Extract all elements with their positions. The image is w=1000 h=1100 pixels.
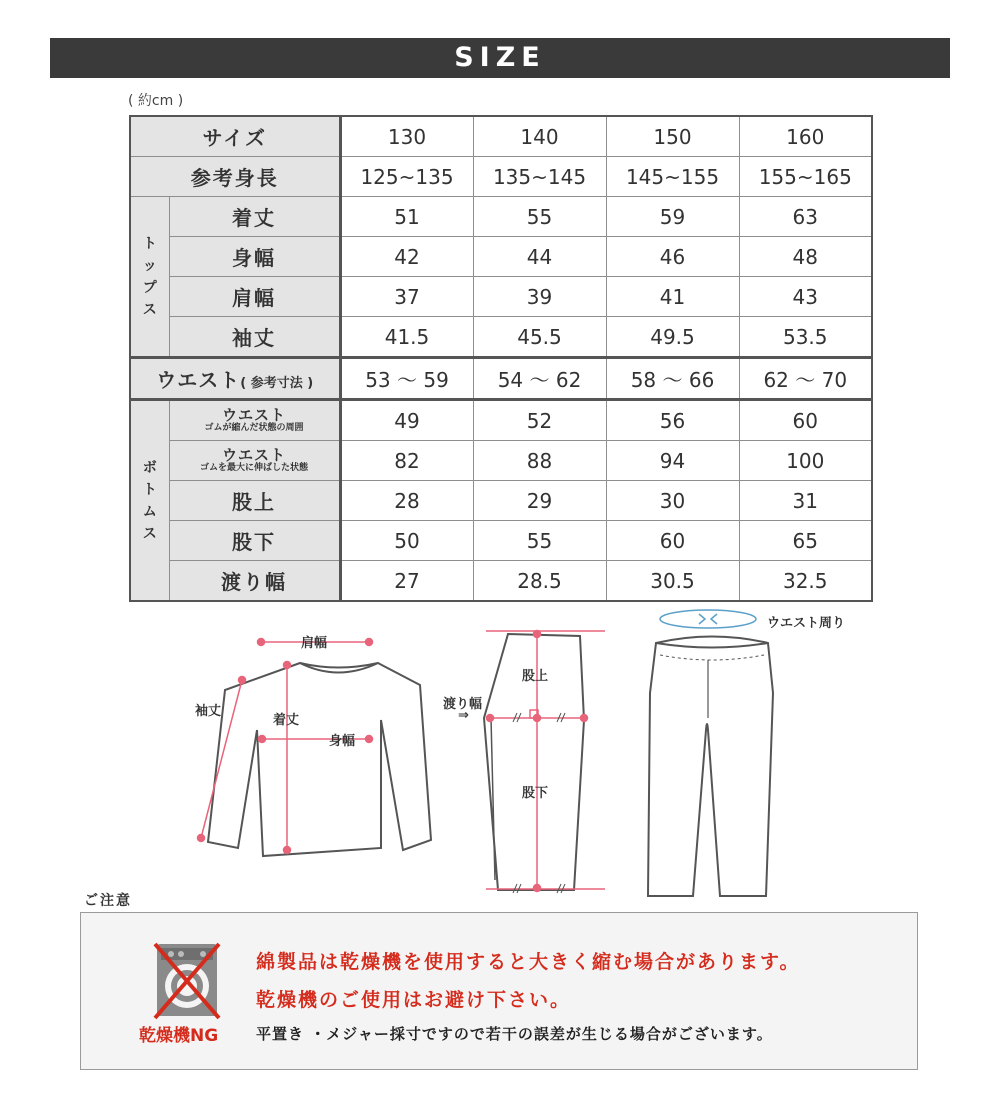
- size-value: 160: [739, 116, 872, 157]
- cell: 55: [473, 197, 606, 237]
- cell: 65: [739, 521, 872, 561]
- size-value: 150: [606, 116, 739, 157]
- height-value: 155~165: [739, 157, 872, 197]
- row-label: 股下: [169, 521, 340, 561]
- table-row: [130, 481, 872, 521]
- table-row: [130, 400, 872, 441]
- size-table: [129, 115, 873, 602]
- page-title: SIZE: [50, 38, 950, 78]
- row-label: 肩幅: [169, 277, 340, 317]
- table-row: [130, 521, 872, 561]
- notice-line-1: 綿製品は乾燥機を使用すると大きく縮む場合があります。: [256, 951, 801, 973]
- cell: 51: [340, 197, 473, 237]
- size-value: 140: [473, 116, 606, 157]
- waist-ref-label: ウエスト: [156, 368, 241, 392]
- cell: 37: [340, 277, 473, 317]
- cell: 53.5: [739, 317, 872, 358]
- dryer-ng-icon: [151, 940, 223, 1020]
- pants-full-illustration: [648, 637, 773, 897]
- cell: 43: [739, 277, 872, 317]
- cell: 59: [606, 197, 739, 237]
- cell: 44: [473, 237, 606, 277]
- cell: 58 〜 66: [606, 358, 739, 400]
- cell: 60: [739, 400, 872, 441]
- table-row: [130, 237, 872, 277]
- row-label-sub: ゴムを最大に伸ばした状態: [199, 463, 308, 473]
- caution-title: ご注意: [84, 893, 132, 909]
- size-header: サイズ: [130, 116, 340, 157]
- unit-note: ( 約cm ): [128, 93, 184, 109]
- cell: 45.5: [473, 317, 606, 358]
- table-row: [130, 561, 872, 602]
- label-thigh: 渡り幅: [443, 697, 483, 712]
- label-inseam: 股下: [522, 786, 549, 801]
- waist-ref-sub: ( 参考寸法 ): [240, 376, 314, 391]
- cell: 41: [606, 277, 739, 317]
- cell: 82: [340, 441, 473, 481]
- label-waist-around: ウエスト周り: [767, 616, 846, 631]
- cell: 46: [606, 237, 739, 277]
- row-label: 股上: [169, 481, 340, 521]
- row-label: 身幅: [169, 237, 340, 277]
- cell: 49: [340, 400, 473, 441]
- table-row: [130, 197, 872, 237]
- row-label-main: ウエスト: [221, 446, 286, 464]
- height-value: 145~155: [606, 157, 739, 197]
- cell: 27: [340, 561, 473, 602]
- row-label-sub: ゴムが縮んだ状態の周囲: [204, 423, 304, 433]
- row-label: 袖丈: [169, 317, 340, 358]
- cell: 41.5: [340, 317, 473, 358]
- cell: 30.5: [606, 561, 739, 602]
- table-row: [130, 441, 872, 481]
- row-label: 着丈: [169, 197, 340, 237]
- size-value: 130: [340, 116, 473, 157]
- cell: 55: [473, 521, 606, 561]
- garment-diagrams: [0, 600, 1000, 900]
- notice-box: [80, 912, 918, 1070]
- cell: 30: [606, 481, 739, 521]
- cell: 52: [473, 400, 606, 441]
- waist-around-indicator: [660, 610, 756, 628]
- height-value: 135~145: [473, 157, 606, 197]
- height-header: 参考身長: [130, 157, 340, 197]
- label-length: 着丈: [273, 713, 300, 728]
- cell: 62 〜 70: [739, 358, 872, 400]
- cell: 32.5: [739, 561, 872, 602]
- cell: 28.5: [473, 561, 606, 602]
- table-row: [130, 358, 872, 400]
- cell: 88: [473, 441, 606, 481]
- cell: 63: [739, 197, 872, 237]
- notice-line-2: 乾燥機のご使用はお避け下さい。: [256, 989, 572, 1011]
- height-value: 125~135: [340, 157, 473, 197]
- cell: 60: [606, 521, 739, 561]
- row-label-main: ウエスト: [221, 406, 286, 424]
- cell: 56: [606, 400, 739, 441]
- notice-line-3: 平置き ・メジャー採寸ですので若干の誤差が生じる場合がございます。: [256, 1025, 773, 1043]
- label-rise: 股上: [522, 669, 549, 684]
- table-row: [130, 277, 872, 317]
- table-row: [130, 317, 872, 358]
- cell: 31: [739, 481, 872, 521]
- cell: 94: [606, 441, 739, 481]
- cell: 49.5: [606, 317, 739, 358]
- dryer-ng-label: 乾燥機NG: [139, 1026, 219, 1046]
- tops-group-label: ト ッ プ ス: [130, 197, 169, 358]
- label-width: 身幅: [329, 734, 356, 749]
- cell: 50: [340, 521, 473, 561]
- cell: 54 〜 62: [473, 358, 606, 400]
- cell: 100: [739, 441, 872, 481]
- waist-ref-header: [130, 358, 340, 400]
- tshirt-illustration: [208, 663, 431, 856]
- cell: 42: [340, 237, 473, 277]
- row-label: [169, 441, 340, 481]
- row-label: 渡り幅: [169, 561, 340, 602]
- label-thigh-arrow: ⇒: [458, 708, 469, 723]
- row-label: [169, 400, 340, 441]
- cell: 53 〜 59: [340, 358, 473, 400]
- table-row: [130, 157, 872, 197]
- cell: 39: [473, 277, 606, 317]
- cell: 48: [739, 237, 872, 277]
- label-sleeve: 袖丈: [195, 704, 222, 719]
- cell: 29: [473, 481, 606, 521]
- label-shoulder: 肩幅: [301, 636, 328, 651]
- table-row: [130, 116, 872, 157]
- cell: 28: [340, 481, 473, 521]
- bottoms-group-label: ボ ト ム ス: [130, 400, 169, 602]
